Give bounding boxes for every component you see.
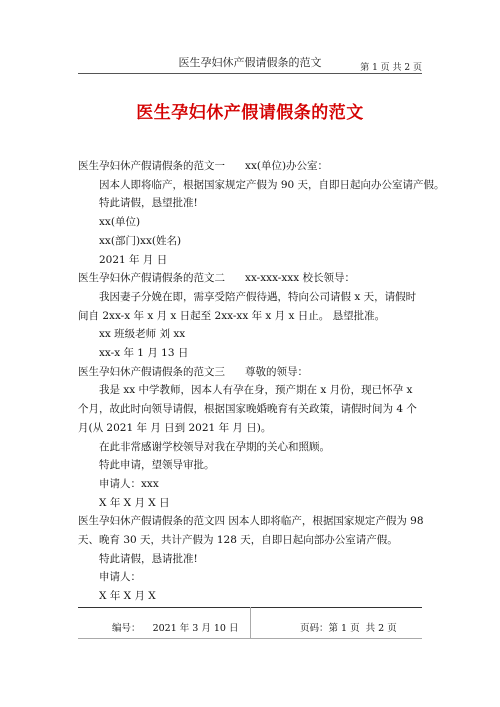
header-divider xyxy=(78,73,422,74)
body-line: 申请人：xxx xyxy=(99,477,159,490)
body-line: xx(单位) xyxy=(99,216,141,229)
section-heading-1: 医生孕妇休产假请假条的范文一 xx(单位)办公室： xyxy=(78,160,329,172)
body-line: xx-x 年 1 月 13 日 xyxy=(99,347,189,360)
header-title: 医生孕妇休产假请假条的范文 xyxy=(178,56,322,69)
footer-number-date: 编号： 2021 年 3 月 10 日 xyxy=(112,623,239,634)
document-body xyxy=(78,157,445,606)
footer-page-number: 页码：第 1 页 共 2 页 xyxy=(300,623,397,634)
body-line: xx 班级老师 刘 xx xyxy=(99,328,186,341)
footer-separator xyxy=(250,607,251,638)
footer-bottom-rule xyxy=(78,638,422,639)
document-title: 医生孕妇休产假请假条的范文 xyxy=(136,103,364,123)
section-heading-2: 医生孕妇休产假请假条的范文二 xx-xxx-xxx 校长领导： xyxy=(78,272,355,285)
body-line: 在此非常感谢学校领导对我在孕期的关心和照顾。 xyxy=(99,440,330,453)
body-line: X 年 X 月 X 日 xyxy=(99,496,170,509)
body-line: xx(部门)xx(姓名) xyxy=(99,234,182,247)
body-line: X 年 X 月 X xyxy=(99,590,156,603)
body-line: 申请人： xyxy=(99,571,141,584)
section-heading-4: 医生孕妇休产假请假条的范文四 因本人即将临产，根据国家规定产假为 98 天、晚育 30 天，共计产假为 128 天，自即日起向部办公室请产假。 xyxy=(78,515,424,547)
section-heading-3: 医生孕妇休产假请假条的范文三 尊敬的领导： xyxy=(78,365,309,378)
body-line: 特此申请，望领导审批。 xyxy=(99,459,215,472)
body-paragraph: 我是 xx 中学教师，因本人有孕在身，预产期在 x 月份，现已怀孕 x 个月，故此时向领导请假，根据国家晚婚晚育有关政策，请假时间为 4 个月(从 2021 年 月 日到 2021 年 月 日)。 xyxy=(78,384,417,434)
body-line: 特此请假，恳望批准! xyxy=(99,197,198,210)
body-line: 2021 年 月 日 xyxy=(99,253,168,266)
body-paragraph: 我因妻子分娩在即，需享受陪产假待遇，特向公司请假 x 天，请假时间自 2xx-x 年 x 月 x 日起至 2xx-xx 年 x 月 x 日止。 恳望批准。 xyxy=(78,290,417,322)
body-line: 特此请假，恳请批准! xyxy=(99,552,198,565)
header-page-indicator: 第 1 页 共 2 页 xyxy=(360,63,422,73)
body-line: 因本人即将临产，根据国家规定产假为 90 天，自即日起向办公室请产假。 xyxy=(99,178,445,191)
